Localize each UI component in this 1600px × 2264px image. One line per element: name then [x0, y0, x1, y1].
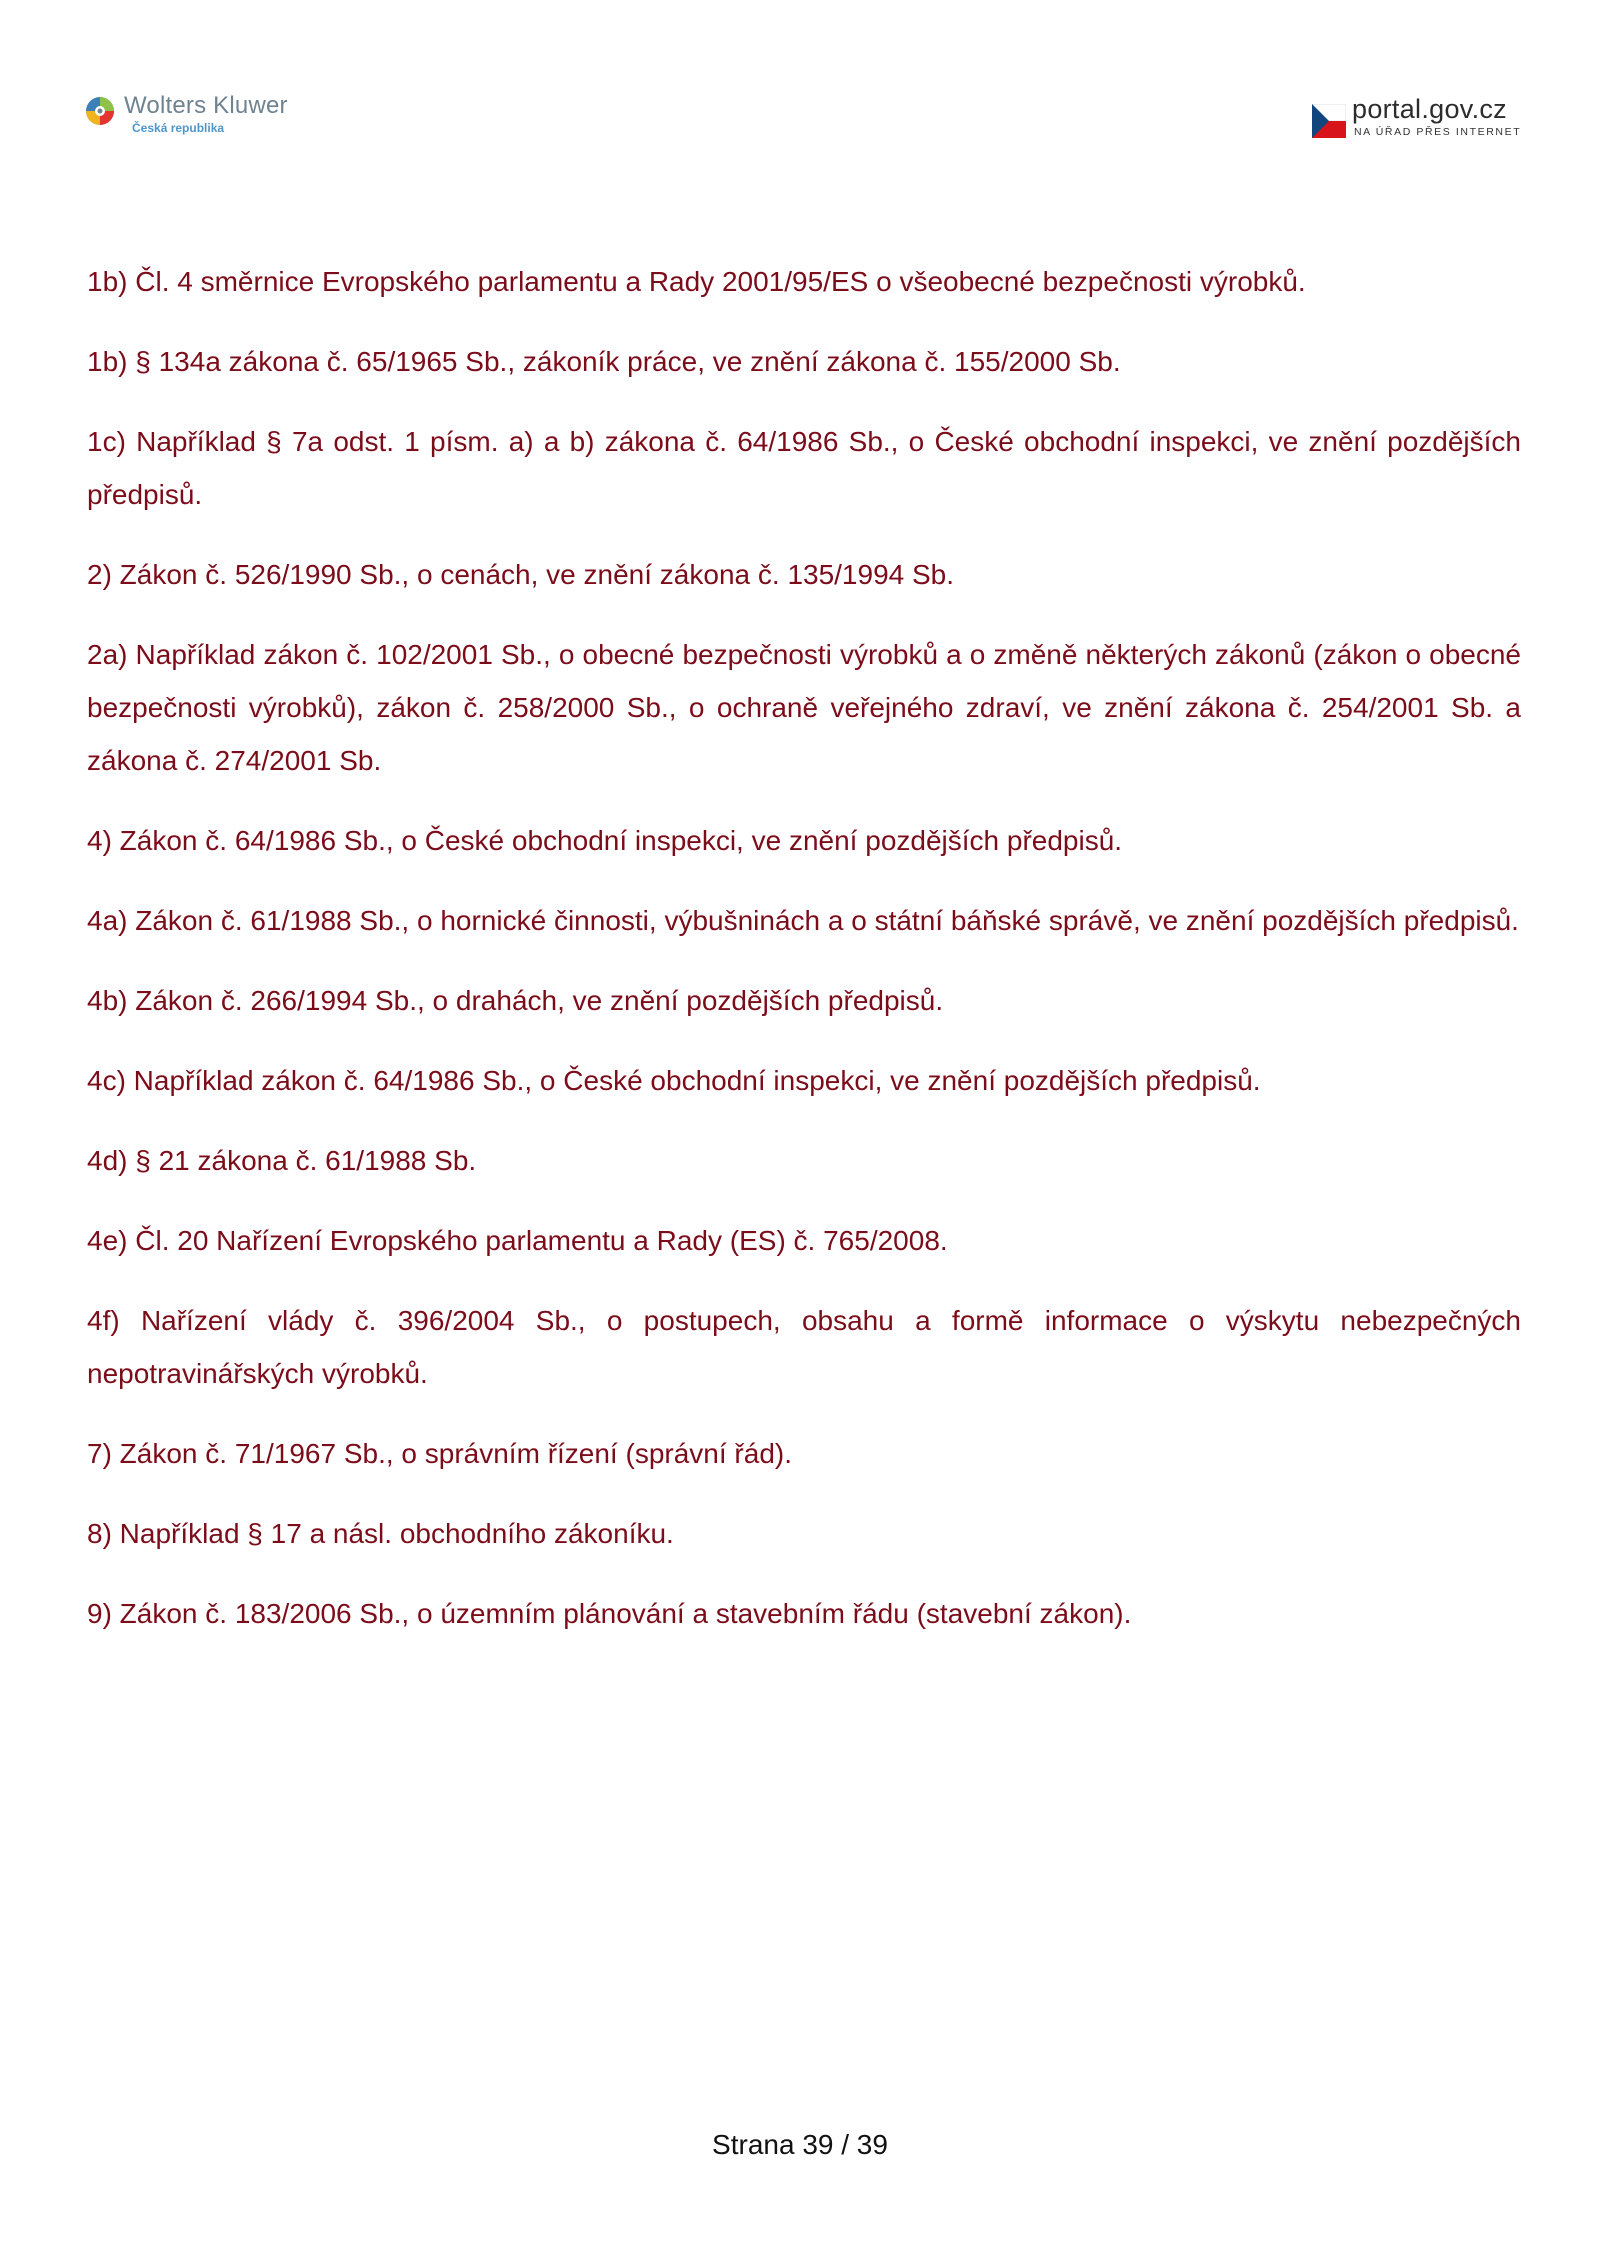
footnotes-list [87, 255, 1521, 1667]
page-number: Strana 39 / 39 [712, 2129, 888, 2160]
footnote-7: 7) Zákon č. 71/1967 Sb., o správním řízení (správní řád). [87, 1438, 792, 1469]
portal-gov-name: portal.gov.cz [1352, 94, 1507, 124]
footnote-4b: 4b) Zákon č. 266/1994 Sb., o drahách, ve znění pozdějších předpisů. [87, 985, 944, 1016]
footnote-4d: 4d) § 21 zákona č. 61/1988 Sb. [87, 1145, 477, 1176]
footnote-2a: 2a) Například zákon č. 102/2001 Sb., o obecné bezpečnosti výrobků a o změně některých zákonů (zákon o obecné bezpečnosti výrobků), zákon č. 258/2000 Sb., o ochraně veřejného zdraví, ve znění zákona č. 254/2001 Sb. a zákona č. 274/2001 Sb. [87, 639, 1521, 776]
footnote-4c: 4c) Například zákon č. 64/1986 Sb., o České obchodní inspekci, ve znění pozdějších předpisů. [87, 1065, 1261, 1096]
footnote-1b-labour-code: 1b) § 134a zákona č. 65/1965 Sb., zákoník práce, ve znění zákona č. 155/2000 Sb. [87, 346, 1121, 377]
footnote-8: 8) Například § 17 a násl. obchodního zákoníku. [87, 1518, 674, 1549]
wolters-kluwer-emblem-icon [84, 95, 116, 127]
portal-gov-logo [1312, 94, 1527, 144]
czech-flag-icon [1312, 104, 1346, 138]
footnote-4e: 4e) Čl. 20 Nařízení Evropského parlamentu a Rady (ES) č. 765/2008. [87, 1225, 948, 1256]
footnote-2: 2) Zákon č. 526/1990 Sb., o cenách, ve znění zákona č. 135/1994 Sb. [87, 559, 955, 590]
footnote-1b-directive: 1b) Čl. 4 směrnice Evropského parlamentu a Rady 2001/95/ES o všeobecné bezpečnosti výrobků. [87, 266, 1306, 297]
wolters-kluwer-name: Wolters Kluwer [124, 92, 288, 119]
wolters-kluwer-subtitle: Česká republika [132, 121, 225, 135]
page-header [0, 0, 1600, 160]
footnote-4a: 4a) Zákon č. 61/1988 Sb., o hornické činnosti, výbušninách a o státní báňské správě, ve znění pozdějších předpisů. [87, 905, 1519, 936]
footnote-4: 4) Zákon č. 64/1986 Sb., o České obchodní inspekci, ve znění pozdějších předpisů. [87, 825, 1123, 856]
footnote-1c: 1c) Například § 7a odst. 1 písm. a) a b) zákona č. 64/1986 Sb., o České obchodní inspekci, ve znění pozdějších předpisů. [87, 426, 1521, 510]
footnote-9: 9) Zákon č. 183/2006 Sb., o územním plánování a stavebním řádu (stavební zákon). [87, 1598, 1132, 1629]
footnote-4f: 4f) Nařízení vlády č. 396/2004 Sb., o postupech, obsahu a formě informace o výskytu nebezpečných nepotravinářských výrobků. [87, 1305, 1521, 1389]
portal-gov-tagline: NA ÚŘAD PŘES INTERNET [1354, 126, 1522, 138]
wolters-kluwer-logo [84, 92, 304, 142]
